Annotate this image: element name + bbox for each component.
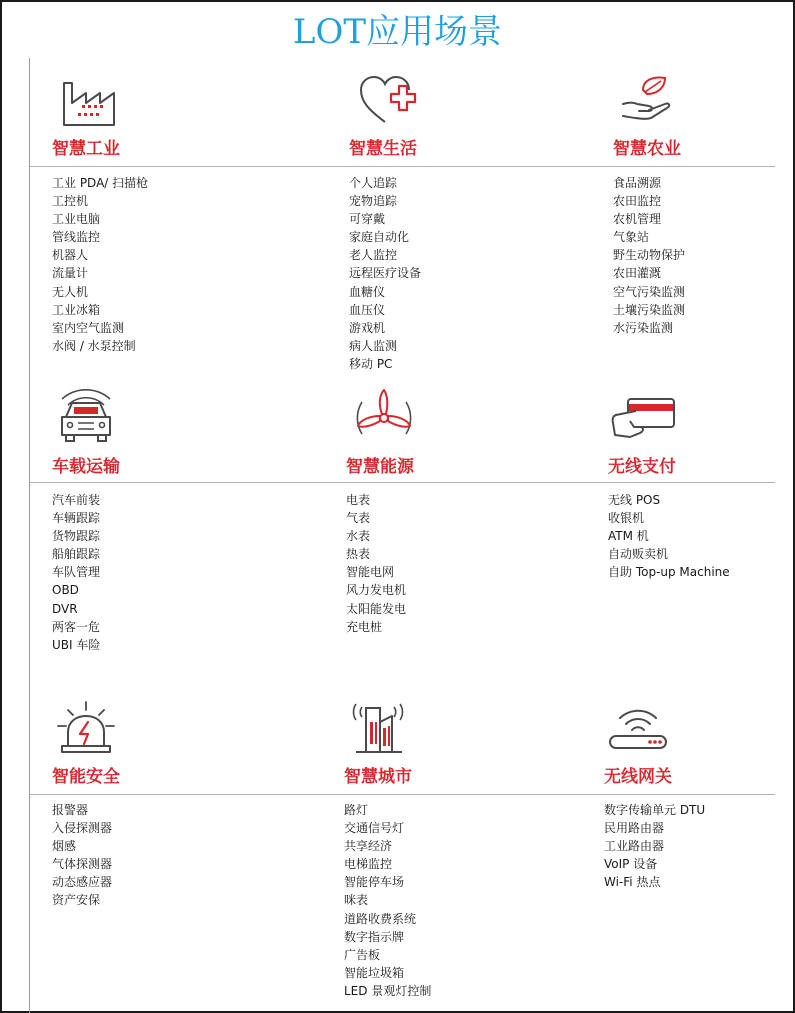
city-building-icon xyxy=(346,698,410,756)
factory-icon xyxy=(58,75,122,133)
list-item: 空气污染监测 xyxy=(613,284,686,299)
list-item: 可穿戴 xyxy=(349,212,386,227)
list-item: 风力发电机 xyxy=(346,583,407,598)
list-item: 热表 xyxy=(346,547,371,562)
list-item: 血压仪 xyxy=(349,302,386,317)
list-item: 无人机 xyxy=(52,284,89,299)
heart-medical-icon xyxy=(355,72,419,130)
list-item: 动态感应器 xyxy=(52,875,113,890)
item-list xyxy=(52,801,112,910)
list-item: 流量计 xyxy=(52,266,89,281)
list-item: 共享经济 xyxy=(344,839,393,854)
category-title: 无线支付 xyxy=(608,457,676,477)
item-list xyxy=(349,174,421,373)
category-title: 智慧农业 xyxy=(613,139,681,159)
list-item: 数字指示牌 xyxy=(344,929,405,944)
page-title: LOT应用场景 xyxy=(292,12,503,52)
list-item: 资产安保 xyxy=(52,893,101,908)
list-item: 烟感 xyxy=(52,839,77,854)
list-item: 血糖仪 xyxy=(349,284,386,299)
list-item: 智能电网 xyxy=(346,565,395,580)
list-item: 农机管理 xyxy=(613,212,662,227)
wind-turbine-icon xyxy=(352,388,416,446)
list-item: 水表 xyxy=(346,529,371,544)
list-item: 食品溯源 xyxy=(613,176,662,190)
list-item: 水阀 / 水泵控制 xyxy=(52,338,136,353)
wifi-router-icon xyxy=(606,700,670,758)
list-item: 道路收费系统 xyxy=(344,911,417,926)
list-item: 气表 xyxy=(346,511,371,526)
list-item: DVR xyxy=(52,601,78,616)
list-item: 咪表 xyxy=(344,893,369,908)
category-title: 智慧城市 xyxy=(344,767,412,787)
list-item: 工业路由器 xyxy=(604,839,665,854)
item-list xyxy=(52,174,148,355)
item-list xyxy=(52,491,100,654)
list-item: 游戏机 xyxy=(349,320,386,335)
list-item: 远程医疗设备 xyxy=(349,266,422,281)
list-item: 个人追踪 xyxy=(349,176,398,190)
list-item: 收银机 xyxy=(608,511,645,526)
list-item: 货物跟踪 xyxy=(52,529,101,544)
row-divider-2 xyxy=(29,482,775,483)
list-item: 管线监控 xyxy=(52,230,101,245)
list-item: 入侵探测器 xyxy=(52,821,113,836)
category-title: 车载运输 xyxy=(52,457,120,477)
list-item: Wi-Fi 热点 xyxy=(604,875,661,890)
category-title: 智能安全 xyxy=(52,767,120,787)
list-item: 电表 xyxy=(346,493,371,507)
list-item: LED 景观灯控制 xyxy=(344,983,432,998)
list-item: 家庭自动化 xyxy=(349,230,410,245)
list-item: 气象站 xyxy=(613,230,650,245)
list-item: 室内空气监测 xyxy=(52,320,125,335)
item-list xyxy=(346,491,406,636)
list-item: 工业 PDA/ 扫描枪 xyxy=(52,176,149,190)
list-item: 农田灌溉 xyxy=(613,266,662,281)
car-icon xyxy=(54,391,118,449)
hand-leaf-icon xyxy=(621,72,685,130)
list-item: 船舶跟踪 xyxy=(52,547,101,562)
list-item: 太阳能发电 xyxy=(346,601,407,616)
list-item: 工业冰箱 xyxy=(52,302,101,317)
list-item: 报警器 xyxy=(52,803,89,817)
category-title: 智慧能源 xyxy=(346,457,414,477)
list-item: 气体探测器 xyxy=(52,857,113,872)
list-item: 数字传输单元 DTU xyxy=(604,803,706,817)
row-divider-3 xyxy=(29,794,775,795)
list-item: 汽车前装 xyxy=(52,493,101,507)
list-item: 自动贩卖机 xyxy=(608,547,669,562)
list-item: 充电桩 xyxy=(346,619,383,634)
list-item: 工业电脑 xyxy=(52,212,101,227)
card-payment-icon xyxy=(610,393,674,451)
list-item: 路灯 xyxy=(344,803,369,817)
item-list xyxy=(344,801,431,1000)
list-item: 交通信号灯 xyxy=(344,821,405,836)
list-item: 土壤污染监测 xyxy=(613,302,686,317)
item-list xyxy=(604,801,705,891)
list-item: 老人监控 xyxy=(349,248,398,263)
list-item: 智能停车场 xyxy=(344,875,405,890)
list-item: 广告板 xyxy=(344,947,381,962)
list-item: ATM 机 xyxy=(608,529,649,544)
list-item: 车辆跟踪 xyxy=(52,511,101,526)
left-divider xyxy=(29,58,30,1013)
list-item: 病人监测 xyxy=(349,338,398,353)
list-item: 宠物追踪 xyxy=(349,194,398,209)
list-item: 智能垃圾箱 xyxy=(344,965,405,980)
list-item: 电梯监控 xyxy=(344,857,393,872)
item-list xyxy=(613,174,685,337)
list-item: 移动 PC xyxy=(349,356,393,371)
list-item: 自助 Top-up Machine xyxy=(608,565,730,580)
list-item: VoIP 设备 xyxy=(604,857,658,872)
list-item: 无线 POS xyxy=(608,493,661,507)
list-item: OBD xyxy=(52,583,79,598)
list-item: 野生动物保护 xyxy=(613,248,686,263)
list-item: 民用路由器 xyxy=(604,821,665,836)
list-item: 工控机 xyxy=(52,194,89,209)
row-divider-1 xyxy=(29,166,775,167)
list-item: 两客一危 xyxy=(52,619,101,634)
list-item: 水污染监测 xyxy=(613,320,674,335)
category-title: 无线网关 xyxy=(604,767,672,787)
list-item: 机器人 xyxy=(52,248,89,263)
list-item: UBI 车险 xyxy=(52,637,101,652)
list-item: 农田监控 xyxy=(613,194,662,209)
alarm-light-icon xyxy=(54,700,118,758)
category-title: 智慧工业 xyxy=(52,139,120,159)
list-item: 车队管理 xyxy=(52,565,101,580)
category-title: 智慧生活 xyxy=(349,139,417,159)
item-list xyxy=(608,491,730,581)
